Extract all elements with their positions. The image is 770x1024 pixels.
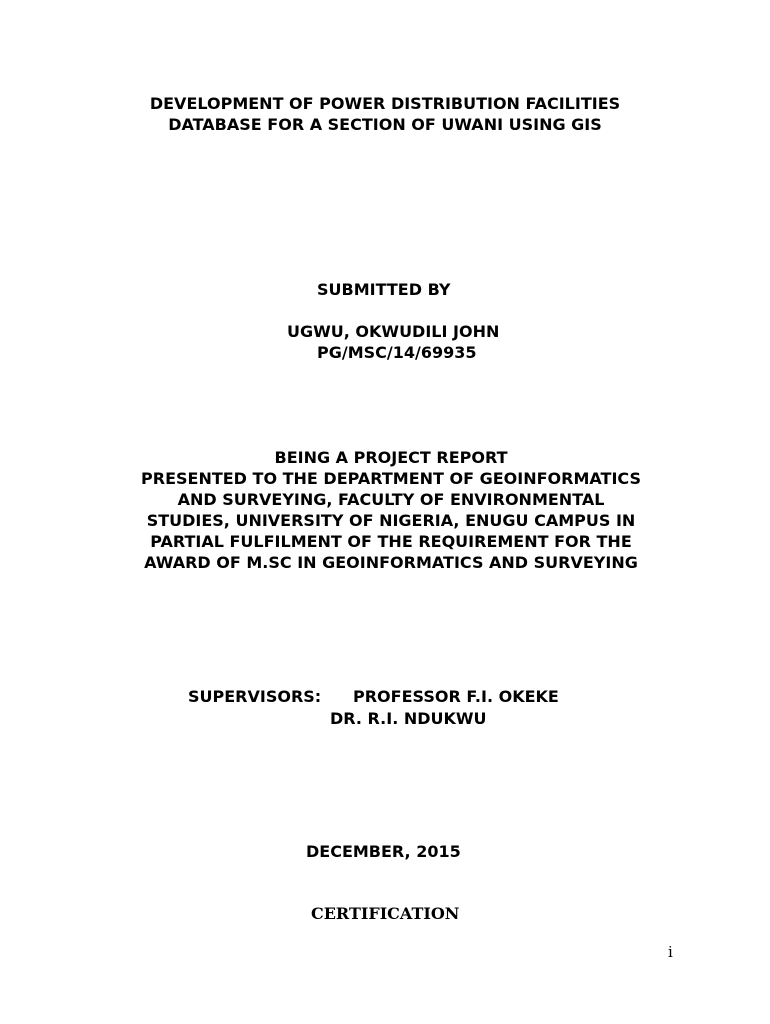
report-line-1: BEING A PROJECT REPORT <box>274 448 508 467</box>
registration-number: PG/MSC/14/69935 <box>317 343 477 362</box>
title-line-2: DATABASE FOR A SECTION OF UWANI USING GIS <box>168 115 602 134</box>
report-line-6: AWARD OF M.SC IN GEOINFORMATICS AND SURVEYING <box>144 553 638 572</box>
author-name: UGWU, OKWUDILI JOHN <box>287 322 500 341</box>
report-line-4: STUDIES, UNIVERSITY OF NIGERIA, ENUGU CAMPUS IN <box>146 511 636 530</box>
supervisor-1: PROFESSOR F.I. OKEKE <box>353 687 559 706</box>
project-title <box>0 93 770 135</box>
supervisors-label: SUPERVISORS: <box>188 687 322 706</box>
certification-heading: CERTIFICATION <box>311 904 460 923</box>
supervisor-2: DR. R.I. NDUKWU <box>330 709 487 728</box>
submitted-by-label: SUBMITTED BY <box>317 280 451 299</box>
report-line-3: AND SURVEYING, FACULTY OF ENVIRONMENTAL <box>177 490 605 509</box>
title-line-1: DEVELOPMENT OF POWER DISTRIBUTION FACILITIES <box>149 94 621 113</box>
page-number: i <box>668 943 673 961</box>
report-description <box>0 447 770 573</box>
report-line-5: PARTIAL FULFILMENT OF THE REQUIREMENT FOR THE <box>150 532 632 551</box>
report-line-2: PRESENTED TO THE DEPARTMENT OF GEOINFORMATICS <box>141 469 641 488</box>
submission-date: DECEMBER, 2015 <box>306 842 461 861</box>
